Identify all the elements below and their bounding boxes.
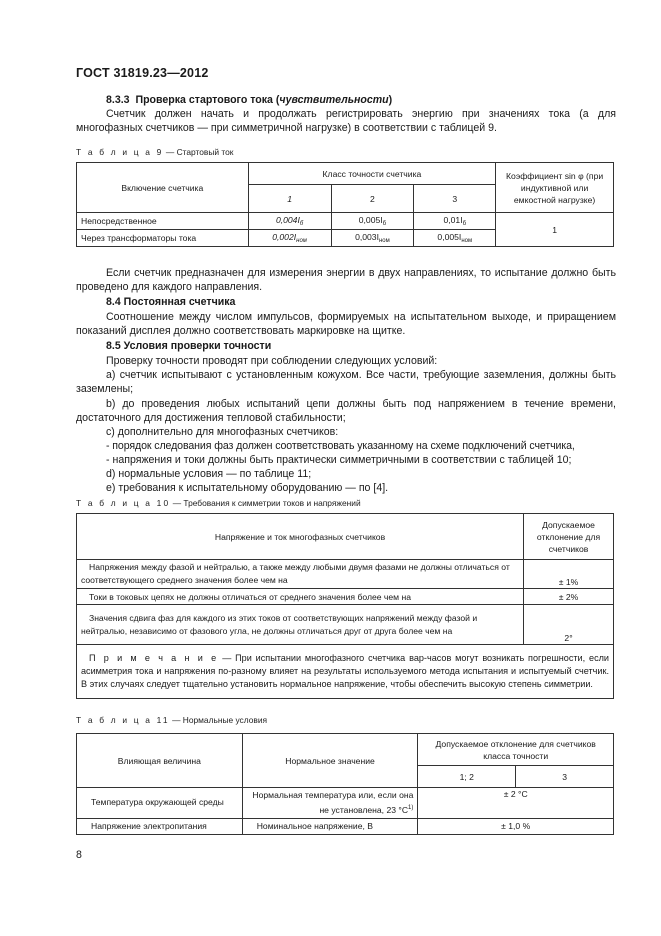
table-cell: 2°	[524, 605, 614, 645]
table-cell: Номинальное напряжение, В	[242, 818, 418, 834]
section-title: Проверка стартового тока (	[135, 94, 280, 106]
section-8-3-3-text: Счетчик должен начать и продолжать регистрировать энергию при значениях тока (а для многофазных счетчиков — при симметричной нагрузке) в соответствии с таблицей 9.	[76, 108, 616, 134]
class-1: 1	[248, 185, 331, 213]
table-cell: $0,005I_{ном}$	[414, 230, 496, 247]
row-label: Непосредственное	[77, 213, 249, 230]
section-title-italic: чувствительности	[279, 94, 389, 106]
section-8-4-text: Соотношение между числом импульсов, формируемых на испытательном выходе, и приращением показаний дисплея должно соответствовать маркировке на щитке.	[76, 311, 616, 337]
class-2: 2	[331, 185, 414, 213]
table-cell: $0,002I_{ном}$	[248, 230, 331, 247]
col-deviation-header: Допускаемое отклонение для счетчиков класса точности	[418, 734, 614, 766]
table-10-note	[77, 645, 614, 699]
table-cell: $0,005I_б$	[331, 213, 414, 230]
table-cell: ± 1,0 %	[418, 818, 614, 834]
table-row	[77, 605, 614, 645]
caption-lead: Т а б л и ц а 9	[76, 147, 164, 157]
class-3: 3	[516, 766, 614, 788]
table-row	[77, 213, 614, 230]
col-influence-header: Влияющая величина	[77, 734, 243, 788]
table-cell: Напряжения между фазой и нейтралью, а также между любыми двумя фазами не должны отличаться от соответствующего среднего значения более чем на	[77, 560, 524, 589]
col-deviation-header: Допускаемое отклонение для счетчиков	[524, 514, 614, 560]
table-row	[77, 560, 614, 589]
table-cell: Нормальная температура или, если она не установлена, 23 $^\circ С^{1)}$	[242, 788, 418, 819]
table-11	[76, 733, 614, 835]
condition-c-item-2: - напряжения и токи должны быть практически симметричными в соответствии с таблицей 10;	[106, 454, 572, 466]
condition-d: d) нормальные условия — по таблице 11;	[106, 468, 312, 480]
standard-header: ГОСТ 31819.23—2012	[76, 66, 209, 80]
table-cell: $0,004I_б$	[248, 213, 331, 230]
coef-value: 1	[496, 213, 614, 247]
note-lead: П р и м е ч а н и е	[89, 653, 219, 663]
table-10-caption	[76, 498, 361, 508]
table-cell: Значения сдвига фаз для каждого из этих токов от соответствующих напряжений между фазой и нейтралью, независимо от фазового угла, не должны отличаться друг от друга более чем на	[77, 605, 524, 645]
caption-text: — Нормальные условия	[169, 715, 268, 725]
table-row	[77, 589, 614, 605]
table-row	[77, 818, 614, 834]
section-number: 8.3.3	[106, 94, 130, 106]
table-cell: $0,003I_{ном}$	[331, 230, 414, 247]
condition-c-item-1: - порядок следования фаз должен соответствовать указанному на схеме подключений счетчика,	[106, 440, 575, 452]
col-coef-header: Коэффициент sin φ (при индуктивной или емкостной нагрузке)	[496, 163, 614, 213]
table-cell: $0,01I_б$	[414, 213, 496, 230]
table-10	[76, 513, 614, 699]
section-8-5-intro: Проверку точности проводят при соблюдении следующих условий:	[106, 355, 438, 367]
two-direction-text: Если счетчик предназначен для измерения энергии в двух направлениях, то испытание должно быть проведено для каждого направления.	[76, 267, 616, 293]
table-11-caption	[76, 715, 267, 725]
row-label: Температура окружающей среды	[77, 788, 243, 819]
caption-lead: Т а б л и ц а 10	[76, 498, 171, 508]
condition-e: e) требования к испытательному оборудованию — по [4].	[106, 482, 389, 494]
page-number: 8	[76, 849, 82, 861]
condition-a: а) счетчик испытывают с установленным кожухом. Все части, требующие заземления, должны быть заземлены;	[76, 369, 616, 395]
row-label: Через трансформаторы тока	[77, 230, 249, 247]
table-cell: ± 2 °С	[418, 788, 614, 819]
note-text: — При испытании многофазного счетчика вар-часов могут возникать погрешности, если асимметрия тока и напряжения по-разному влияет на результаты используемого метода испытания и испытуемый счетчик. В этих случаях следует тщательно установить нормальное напряжение, чтобы обеспечить высокую степень симметрии.	[81, 653, 609, 689]
class-1-2: 1; 2	[418, 766, 516, 788]
section-8-5-heading: 8.5 Условия проверки точности	[106, 340, 272, 352]
caption-text: — Стартовый ток	[163, 147, 234, 157]
condition-c: c) дополнительно для многофазных счетчиков:	[106, 426, 339, 438]
caption-lead: Т а б л и ц а 11	[76, 715, 170, 725]
col-voltage-current-header: Напряжение и ток многофазных счетчиков	[77, 514, 524, 560]
condition-b: b) до проведения любых испытаний цепи должны быть под напряжением в течение времени, достаточного для достижения тепловой стабильности;	[76, 398, 616, 424]
table-cell: ± 2%	[524, 589, 614, 605]
section-title-close: )	[388, 94, 393, 106]
section-8-4-heading: 8.4 Постоянная счетчика	[106, 296, 236, 308]
table-cell: ± 1%	[524, 560, 614, 589]
col-connection-header: Включение счетчика	[77, 163, 249, 213]
caption-text: — Требования к симметрии токов и напряжений	[170, 498, 361, 508]
col-class-header: Класс точности счетчика	[248, 163, 496, 185]
table-9	[76, 162, 614, 247]
col-normal-header: Нормальное значение	[242, 734, 418, 788]
table-row	[77, 788, 614, 819]
class-3: 3	[414, 185, 496, 213]
table-9-caption	[76, 147, 233, 157]
row-label: Напряжение электропитания	[77, 818, 243, 834]
table-cell: Токи в токовых цепях не должны отличаться от среднего значения более чем на	[77, 589, 524, 605]
section-8-3-3-heading	[76, 93, 616, 107]
